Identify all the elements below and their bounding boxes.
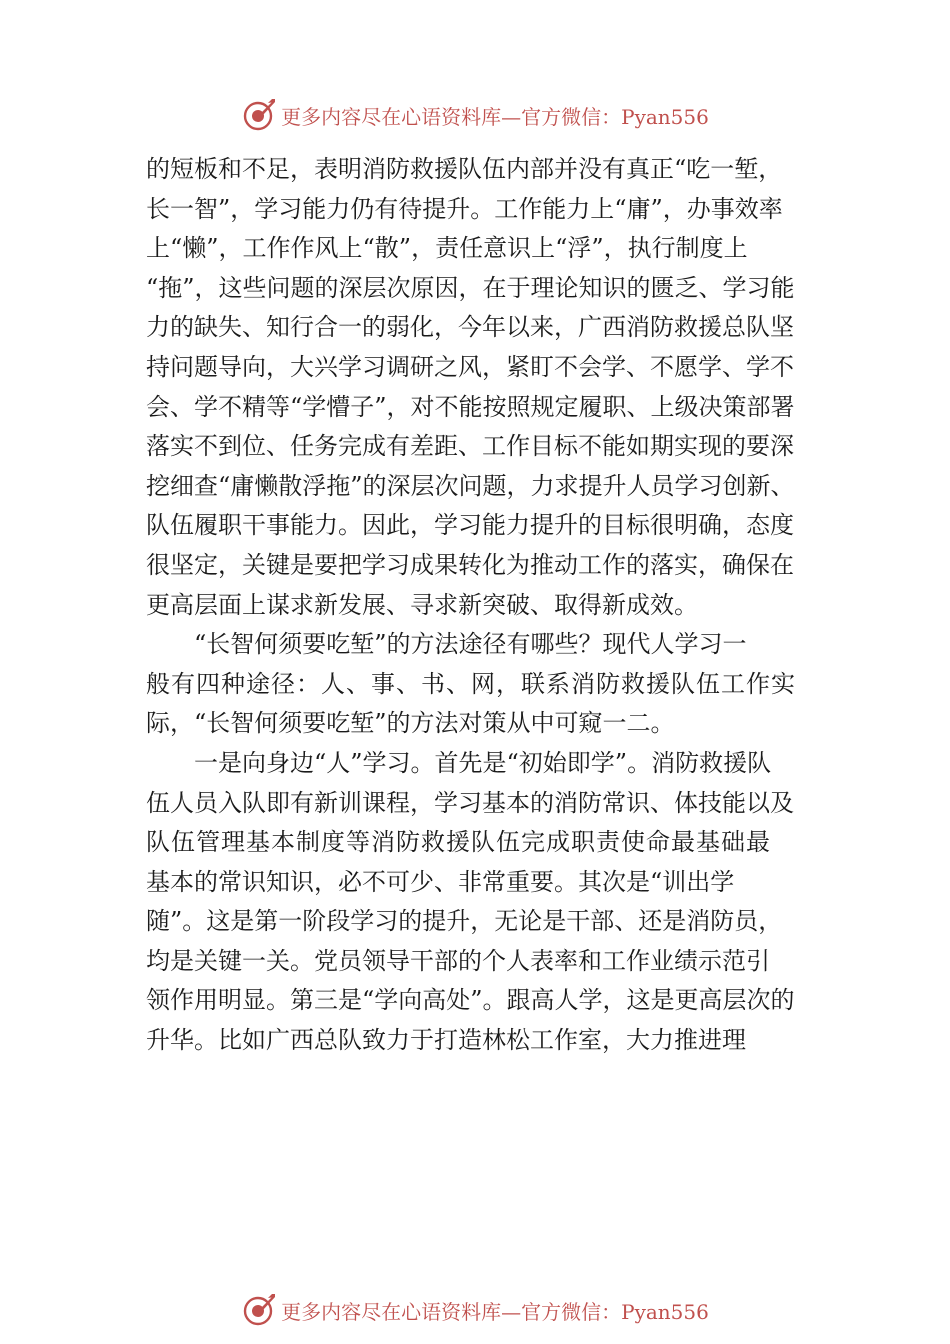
- text-line: 很坚定，关键是要把学习成果转化为推动工作的落实，确保在: [146, 550, 794, 579]
- text-line: 基本的常识知识，必不可少、非常重要。其次是“训出学: [146, 867, 735, 896]
- text-line: 领作用明显。第三是“学向高处”。跟高人学，这是更高层次的: [146, 986, 795, 1015]
- text-line: 会、学不精等“学懵子”，对不能按照规定履职、上级决策部署: [146, 392, 795, 421]
- text-line: 的短板和不足，表明消防救援队伍内部并没有真正“吃一堑，: [146, 155, 783, 183]
- header-banner-text: 更多内容尽在心语资料库—官方微信：Pyan556: [281, 104, 709, 129]
- text-line: 更高层面上谋求新发展、寻求新突破、取得新成效。: [146, 590, 698, 619]
- header-banner: [0, 95, 950, 135]
- text-line: 持问题导向，大兴学习调研之风，紧盯不会学、不愿学、学不: [146, 352, 794, 381]
- footer-banner: [0, 1290, 950, 1330]
- document-body: [146, 150, 826, 1061]
- text-line: “拖”，这些问题的深层次原因，在于理论知识的匮乏、学习能: [146, 273, 795, 302]
- text-line: 长一智”，学习能力仍有待提升。工作能力上“庸”，办事效率: [146, 194, 783, 223]
- text-line: 随”。这是第一阶段学习的提升，无论是干部、还是消防员，: [146, 907, 783, 936]
- text-line: 落实不到位、任务完成有差距、工作目标不能如期实现的要深: [146, 432, 794, 461]
- footer-banner-text: 更多内容尽在心语资料库—官方微信：Pyan556: [281, 1299, 709, 1324]
- red-quill-logo-icon: [241, 1292, 277, 1328]
- text-line: 力的缺失、知行合一的弱化，今年以来，广西消防救援总队坚: [146, 313, 794, 342]
- text-line: 队伍管理基本制度等消防救援队伍完成职责使命最基础最: [146, 828, 771, 857]
- text-line: 均是关键一关。党员领导干部的个人表率和工作业绩示范引: [146, 946, 770, 975]
- text-line: 伍人员入队即有新训课程，学习基本的消防常识、体技能以及: [146, 788, 794, 817]
- text-line: 上“懒”，工作作风上“散”，责任意识上“浮”，执行制度上: [146, 234, 748, 263]
- text-line: 际，“长智何须要吃堑”的方法对策从中可窥一二。: [146, 709, 675, 738]
- red-quill-logo-icon: [241, 97, 277, 133]
- paragraph-start-line: “长智何须要吃堑”的方法途径有哪些？现代人学习一: [194, 630, 747, 659]
- paragraph-start-line: 一是向身边“人”学习。首先是“初始即学”。消防救援队: [194, 748, 772, 777]
- text-line: 队伍履职干事能力。因此，学习能力提升的目标很明确，态度: [146, 511, 794, 540]
- text-line: 般有四种途径：人、事、书、网，联系消防救援队伍工作实: [146, 669, 796, 698]
- text-line: 升华。比如广西总队致力于打造林松工作室，大力推进理: [146, 1026, 746, 1055]
- text-line: 挖细查“庸懒散浮拖”的深层次问题，力求提升人员学习创新、: [146, 471, 795, 500]
